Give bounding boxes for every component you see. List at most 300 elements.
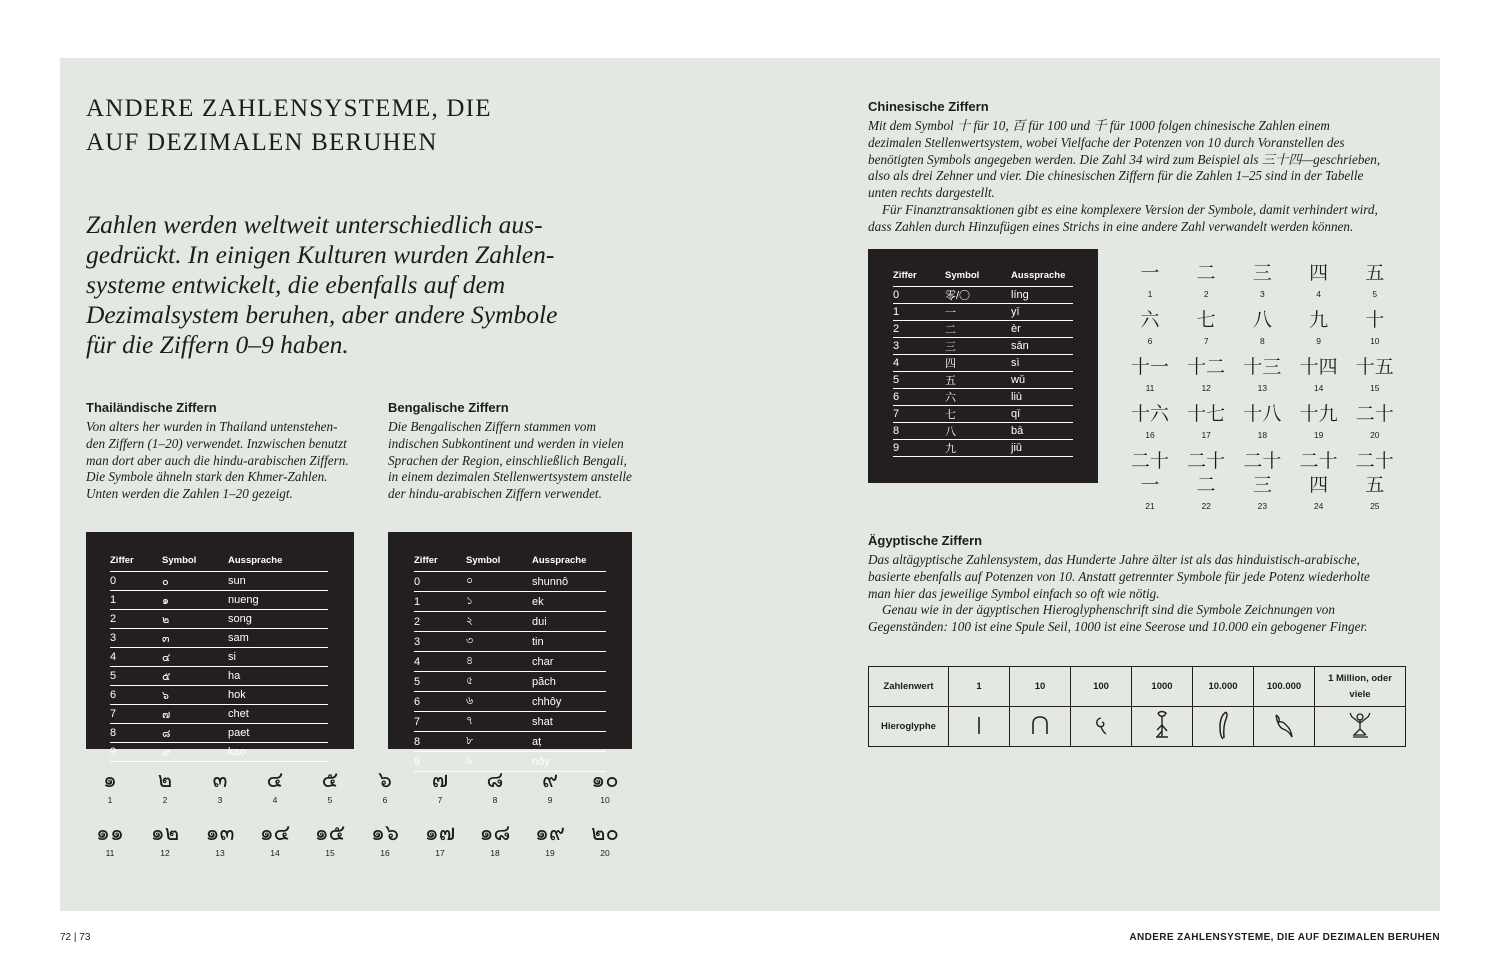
number-symbol: ๖ — [378, 767, 392, 792]
pronunciation-cell: wǔ — [1011, 372, 1073, 389]
number-label: 24 — [1313, 501, 1324, 511]
value-cell: 10.000 — [1193, 667, 1254, 707]
number-cell — [526, 768, 574, 806]
text-line: Die Symbole ähneln stark den Khmer-Zahlen. — [86, 469, 328, 485]
number-label: 15 — [325, 848, 335, 858]
table-row — [893, 287, 1073, 304]
digit-cell: 4 — [414, 652, 466, 672]
table-row — [110, 705, 328, 724]
title-line: ANDERE ZAHLENSYSTEME, DIE — [86, 95, 492, 122]
lotus-icon — [1150, 707, 1174, 743]
number-cell — [1178, 450, 1234, 512]
number-label: 1 — [107, 795, 113, 805]
number-cell — [1234, 262, 1290, 300]
text-line: Unten werden die Zahlen 1–20 gezeigt. — [86, 486, 293, 502]
number-symbol: 十二 — [1187, 357, 1226, 378]
number-label: 8 — [492, 795, 498, 805]
chinese-number-grid — [1122, 262, 1412, 511]
pronunciation-cell: nôy — [532, 752, 606, 772]
number-symbol: ๕ — [321, 767, 339, 792]
digit-cell: 8 — [414, 732, 466, 752]
pronunciation-cell: qī — [1011, 406, 1073, 423]
symbol-cell: ৩ — [466, 632, 532, 652]
number-symbol: 十五 — [1355, 357, 1394, 378]
number-cell — [1122, 403, 1178, 441]
number-cell — [1234, 403, 1290, 441]
symbol-cell: ১ — [466, 592, 532, 612]
number-symbol: 五 — [1365, 263, 1385, 284]
number-cell — [141, 768, 189, 806]
number-symbol: 十一 — [1130, 357, 1169, 378]
value-cell: 1 — [949, 667, 1010, 707]
value-cell: 1000 — [1132, 667, 1193, 707]
digit-cell: 7 — [893, 406, 945, 423]
text-line: dezimalen Stellenwertsystem, wobei Vielfache der Potenzen von 10 durch Voranstellen des — [868, 134, 1345, 150]
number-label: 12 — [1201, 383, 1211, 393]
running-title: ANDERE ZAHLENSYSTEME, DIE AUF DEZIMALEN BERUHEN — [1129, 932, 1440, 943]
table-row — [893, 440, 1073, 457]
number-symbol: ๔ — [266, 767, 284, 792]
pronunciation-cell: èr — [1011, 321, 1073, 338]
number-label: 23 — [1257, 501, 1268, 511]
lead-paragraph — [86, 210, 646, 360]
row-label: Zahlenwert — [869, 667, 949, 707]
number-cell — [86, 821, 134, 859]
table-header-row — [893, 269, 1073, 287]
symbol-cell: ๒ — [162, 610, 228, 629]
number-symbol: 十六 — [1130, 404, 1169, 425]
table-row — [110, 572, 328, 591]
pronunciation-cell: ek — [532, 592, 606, 612]
digit-cell: 5 — [414, 672, 466, 692]
number-label: 2 — [162, 795, 168, 805]
number-cell — [1178, 309, 1234, 347]
symbol-cell: 九 — [945, 440, 1011, 457]
number-symbol: 二十一 — [1130, 451, 1169, 496]
glyph-cell — [1193, 707, 1254, 747]
number-label: 16 — [1145, 430, 1155, 440]
number-symbol: ๑ — [103, 767, 117, 792]
pronunciation-cell: aṭ — [532, 732, 606, 752]
number-cell — [1178, 403, 1234, 441]
table-row — [414, 592, 606, 612]
value-line: viele — [1349, 688, 1371, 700]
number-label: 20 — [1370, 430, 1380, 440]
digit-cell: 3 — [110, 629, 162, 648]
digit-cell: 9 — [110, 743, 162, 762]
pronunciation-cell: yī — [1011, 304, 1073, 321]
number-symbol: ๑๓ — [205, 820, 235, 845]
table-row — [110, 743, 328, 762]
column-header: Aussprache — [1011, 269, 1066, 281]
value-line: 1 Million, oder — [1328, 672, 1392, 684]
text-line: Genau wie in der ägyptischen Hieroglyphenschrift sind die Symbole Zeichnungen von — [882, 602, 1335, 618]
symbol-cell: ৫ — [466, 672, 532, 692]
number-symbol: 十七 — [1187, 404, 1226, 425]
number-symbol: ๑๙ — [534, 820, 566, 845]
digit-cell: 9 — [893, 440, 945, 457]
number-cell — [1347, 356, 1403, 394]
number-cell — [306, 821, 354, 859]
column-header: Symbol — [466, 554, 501, 566]
symbol-cell: ৪ — [466, 652, 532, 672]
lead-line: Zahlen werden weltweit unterschiedlich aus- — [86, 210, 543, 239]
number-symbol: 二十三 — [1243, 451, 1282, 496]
row-label: Hieroglyphe — [869, 707, 949, 747]
thai-number-grid — [86, 768, 636, 868]
table-row — [110, 591, 328, 610]
pronunciation-cell: ha — [228, 667, 328, 686]
digit-cell: 1 — [414, 592, 466, 612]
table-row — [893, 355, 1073, 372]
number-cell — [471, 821, 519, 859]
pronunciation-cell: si — [228, 648, 328, 667]
number-label: 15 — [1370, 383, 1380, 393]
symbol-cell: ๑ — [162, 591, 228, 610]
number-cell — [196, 768, 244, 806]
number-symbol: 二十五 — [1355, 451, 1394, 496]
symbol-cell: 七 — [945, 406, 1011, 423]
text-line: basierte ebenfalls auf Potenzen von 10. Anstatt getrennter Symbole für jede Potenz wiederholte — [868, 568, 1370, 584]
number-label: 5 — [1372, 289, 1378, 299]
table-row — [869, 667, 1406, 707]
number-label: 7 — [437, 795, 443, 805]
digit-cell: 9 — [414, 752, 466, 772]
column-header: Ziffer — [414, 554, 438, 566]
column-header: Symbol — [162, 554, 197, 566]
thai-table — [110, 554, 328, 762]
number-symbol: 九 — [1309, 310, 1329, 331]
number-symbol: 四 — [1309, 263, 1329, 284]
number-cell — [1122, 309, 1178, 347]
finger-icon — [1211, 707, 1235, 743]
number-label: 3 — [217, 795, 223, 805]
text-line: Gegenständen: 100 ist eine Spule Seil, 1000 ist eine Seerose und 10.000 ein gebogener Finger. — [868, 619, 1368, 635]
number-cell — [1122, 262, 1178, 300]
table-row — [893, 372, 1073, 389]
text-line: den Ziffern (1–20) verwendet. Inzwischen benutzt — [86, 435, 347, 451]
table-row — [414, 652, 606, 672]
number-cell — [416, 821, 464, 859]
number-symbol: ๓ — [212, 767, 228, 792]
heh-god-icon — [1345, 707, 1375, 743]
number-cell — [1234, 356, 1290, 394]
number-cell — [1178, 356, 1234, 394]
table-row — [110, 629, 328, 648]
thai-text — [86, 419, 376, 503]
table-row — [893, 338, 1073, 355]
number-cell — [1347, 450, 1403, 512]
symbol-cell: ৮ — [466, 732, 532, 752]
number-label: 18 — [490, 848, 500, 858]
digit-cell: 2 — [893, 321, 945, 338]
number-label: 4 — [1316, 289, 1321, 299]
pronunciation-cell: chhôy — [532, 692, 606, 712]
digit-cell: 7 — [110, 705, 162, 724]
symbol-cell: ๗ — [162, 705, 228, 724]
table-row — [893, 304, 1073, 321]
symbol-cell: 八 — [945, 423, 1011, 440]
table-row — [893, 321, 1073, 338]
text-line: Mit dem Symbol 十 für 10, 百 für 100 und 千 für 1000 folgen chinesische Zahlen einem — [868, 118, 1330, 133]
heel-bone-icon — [1028, 710, 1052, 740]
number-symbol: 二十二 — [1187, 451, 1226, 496]
symbol-cell: ๔ — [162, 648, 228, 667]
text-line: Sprachen der Region, einschließlich Bengali, — [388, 452, 627, 468]
table-row — [110, 667, 328, 686]
number-cell — [251, 768, 299, 806]
symbol-cell: 零/〇 — [945, 287, 1011, 304]
digit-cell: 6 — [414, 692, 466, 712]
number-label: 19 — [545, 848, 555, 858]
number-label: 22 — [1201, 501, 1211, 511]
symbol-cell: ๘ — [162, 724, 228, 743]
table-row — [414, 672, 606, 692]
symbol-cell: 三 — [945, 338, 1011, 355]
number-symbol: 十九 — [1299, 404, 1338, 425]
number-cell — [1291, 309, 1347, 347]
number-cell — [1347, 262, 1403, 300]
text-line: man dort aber auch die hindu-arabischen Ziffern. — [86, 452, 349, 468]
table-row — [110, 686, 328, 705]
chinese-text — [868, 118, 1438, 236]
pronunciation-cell: bā — [1011, 423, 1073, 440]
number-label: 16 — [380, 848, 390, 858]
number-label: 10 — [1370, 336, 1380, 346]
symbol-cell: 一 — [945, 304, 1011, 321]
pronunciation-cell: líng — [1011, 287, 1073, 304]
table-row — [414, 632, 606, 652]
number-symbol: 六 — [1140, 310, 1160, 331]
digit-cell: 8 — [893, 423, 945, 440]
lead-line: gedrückt. In einigen Kulturen wurden Zahlen- — [86, 240, 555, 269]
number-symbol: ๒๐ — [591, 820, 619, 845]
number-label: 6 — [1147, 336, 1153, 346]
number-cell — [1291, 403, 1347, 441]
number-symbol: 十 — [1365, 310, 1385, 331]
symbol-cell: ๕ — [162, 667, 228, 686]
table-row — [110, 610, 328, 629]
pronunciation-cell: char — [532, 652, 606, 672]
number-cell — [196, 821, 244, 859]
table-row — [869, 707, 1406, 747]
digit-cell: 0 — [110, 572, 162, 591]
symbol-cell: 五 — [945, 372, 1011, 389]
number-cell — [251, 821, 299, 859]
number-label: 17 — [1201, 430, 1211, 440]
number-symbol: 二十四 — [1299, 451, 1338, 496]
number-symbol: ๘ — [486, 767, 504, 792]
number-label: 21 — [1145, 501, 1155, 511]
table-row — [893, 406, 1073, 423]
symbol-cell: 四 — [945, 355, 1011, 372]
number-label: 10 — [600, 795, 610, 805]
pronunciation-cell: nueng — [228, 591, 328, 610]
number-symbol: 二 — [1196, 263, 1216, 284]
pronunciation-cell: song — [228, 610, 328, 629]
thai-heading: Thailändische Ziffern — [86, 400, 217, 415]
symbol-cell: 六 — [945, 389, 1011, 406]
lead-line: Dezimalsystem beruhen, aber andere Symbole — [86, 300, 558, 329]
number-symbol: 十四 — [1299, 357, 1338, 378]
egyptian-text — [868, 552, 1438, 636]
chinese-heading: Chinesische Ziffern — [868, 99, 989, 114]
number-label: 11 — [1145, 383, 1155, 393]
pronunciation-cell: tin — [532, 632, 606, 652]
text-line: indischen Subkontinent und werden in vielen — [388, 435, 624, 451]
text-line: benötigten Symbols angegeben werden. Die Zahl 34 wird zum Beispiel als 三十四—geschrieben, — [868, 151, 1381, 167]
pronunciation-cell: shunnô — [532, 572, 606, 592]
number-symbol: ๒ — [157, 767, 173, 792]
number-label: 11 — [105, 848, 115, 858]
digit-cell: 1 — [893, 304, 945, 321]
column-header: Aussprache — [228, 554, 283, 566]
table-row — [414, 732, 606, 752]
number-label: 13 — [1257, 383, 1268, 393]
value-cell — [1315, 667, 1406, 707]
table-row — [414, 612, 606, 632]
number-symbol: ๑๐ — [591, 767, 619, 792]
number-label: 19 — [1313, 430, 1324, 440]
number-cell — [86, 768, 134, 806]
number-label: 2 — [1203, 289, 1209, 299]
pronunciation-cell: dui — [532, 612, 606, 632]
digit-cell: 0 — [893, 287, 945, 304]
number-symbol: 八 — [1252, 310, 1272, 331]
number-label: 8 — [1260, 336, 1265, 346]
digit-cell: 0 — [414, 572, 466, 592]
page-title — [86, 92, 606, 160]
number-symbol: ๙ — [541, 767, 559, 792]
symbol-cell: ๙ — [162, 743, 228, 762]
pronunciation-cell: paet — [228, 724, 328, 743]
digit-cell: 5 — [110, 667, 162, 686]
number-cell — [306, 768, 354, 806]
number-cell — [1291, 262, 1347, 300]
number-label: 7 — [1203, 336, 1209, 346]
number-cell — [361, 768, 409, 806]
bengali-text — [388, 419, 668, 503]
number-cell — [416, 768, 464, 806]
symbol-cell: ๓ — [162, 629, 228, 648]
number-label: 14 — [270, 848, 280, 858]
pronunciation-cell: jiǔ — [1011, 440, 1073, 457]
number-symbol: ๑๑ — [96, 820, 124, 845]
table-row — [414, 692, 606, 712]
number-cell — [1234, 309, 1290, 347]
glyph-cell — [1132, 707, 1193, 747]
number-symbol: ๑๕ — [314, 820, 346, 845]
number-label: 5 — [327, 795, 333, 805]
symbol-cell: 二 — [945, 321, 1011, 338]
chinese-table — [893, 269, 1073, 457]
digit-cell: 2 — [110, 610, 162, 629]
number-symbol: 二十 — [1355, 404, 1394, 425]
rope-coil-icon — [1089, 710, 1113, 740]
number-label: 13 — [215, 848, 225, 858]
egyptian-table — [868, 666, 1406, 747]
number-symbol: 十三 — [1243, 357, 1282, 378]
table-row — [893, 423, 1073, 440]
text-line: also als drei Zehner und vier. Die chinesischen Ziffern für die Zahlen 1–25 sind in der Tabelle — [868, 168, 1364, 184]
table-header-row — [110, 554, 328, 572]
number-cell — [526, 821, 574, 859]
glyph-cell — [1254, 707, 1315, 747]
pronunciation-cell: sān — [1011, 338, 1073, 355]
number-cell — [141, 821, 189, 859]
table-row — [414, 572, 606, 592]
number-cell — [1122, 450, 1178, 512]
number-label: 12 — [160, 848, 170, 858]
pronunciation-cell: pãch — [532, 672, 606, 692]
column-header: Ziffer — [893, 269, 917, 281]
number-symbol: ๑๔ — [259, 820, 291, 845]
value-cell: 100.000 — [1254, 667, 1315, 707]
tadpole-icon — [1270, 707, 1298, 743]
digit-cell: 1 — [110, 591, 162, 610]
column-header: Ziffer — [110, 554, 134, 566]
text-line: Für Finanztransaktionen gibt es eine komplexere Version der Symbole, damit verhindert wird, — [882, 201, 1378, 217]
number-label: 20 — [600, 848, 610, 858]
table-row — [414, 712, 606, 732]
number-cell — [1291, 356, 1347, 394]
value-cell: 10 — [1010, 667, 1071, 707]
symbol-cell: ৭ — [466, 712, 532, 732]
chinese-table-box — [868, 249, 1098, 483]
pronunciation-cell: kao — [228, 743, 328, 762]
value-cell: 100 — [1071, 667, 1132, 707]
table-row — [110, 648, 328, 667]
number-label: 6 — [382, 795, 388, 805]
title-line: AUF DEZIMALEN BERUHEN — [86, 129, 438, 156]
table-row — [110, 724, 328, 743]
lead-line: systeme entwickelt, die ebenfalls auf dem — [86, 270, 506, 299]
bengali-heading: Bengalische Ziffern — [388, 400, 509, 415]
digit-cell: 3 — [893, 338, 945, 355]
number-symbol: ๑๘ — [479, 820, 511, 845]
pronunciation-cell: sì — [1011, 355, 1073, 372]
symbol-cell: ๖ — [162, 686, 228, 705]
pronunciation-cell: sun — [228, 572, 328, 591]
number-symbol: ๑๒ — [150, 820, 180, 845]
column-header: Aussprache — [532, 554, 587, 566]
pronunciation-cell: sam — [228, 629, 328, 648]
number-label: 18 — [1257, 430, 1268, 440]
number-label: 4 — [272, 795, 278, 805]
digit-cell: 3 — [414, 632, 466, 652]
table-header-row — [414, 554, 606, 572]
number-label: 25 — [1370, 501, 1380, 511]
text-line: der hindu-arabischen Ziffern verwendet. — [388, 486, 602, 502]
number-symbol: 七 — [1196, 310, 1216, 331]
bengali-table-box — [388, 532, 632, 768]
stroke-icon — [969, 710, 989, 740]
number-label: 9 — [1316, 336, 1321, 346]
number-cell — [1291, 450, 1347, 512]
glyph-cell — [949, 707, 1010, 747]
digit-cell: 7 — [414, 712, 466, 732]
digit-cell: 8 — [110, 724, 162, 743]
text-line: man hier das jeweilige Symbol einfach so oft wie nötig. — [868, 585, 1160, 601]
pronunciation-cell: shat — [532, 712, 606, 732]
number-cell — [1347, 403, 1403, 441]
number-symbol: 十八 — [1243, 404, 1282, 425]
number-label: 1 — [1147, 289, 1153, 299]
egyptian-heading: Ägyptische Ziffern — [868, 533, 983, 548]
bengali-table — [414, 554, 606, 772]
page-numbers: 72 | 73 — [60, 932, 91, 943]
digit-cell: 2 — [414, 612, 466, 632]
